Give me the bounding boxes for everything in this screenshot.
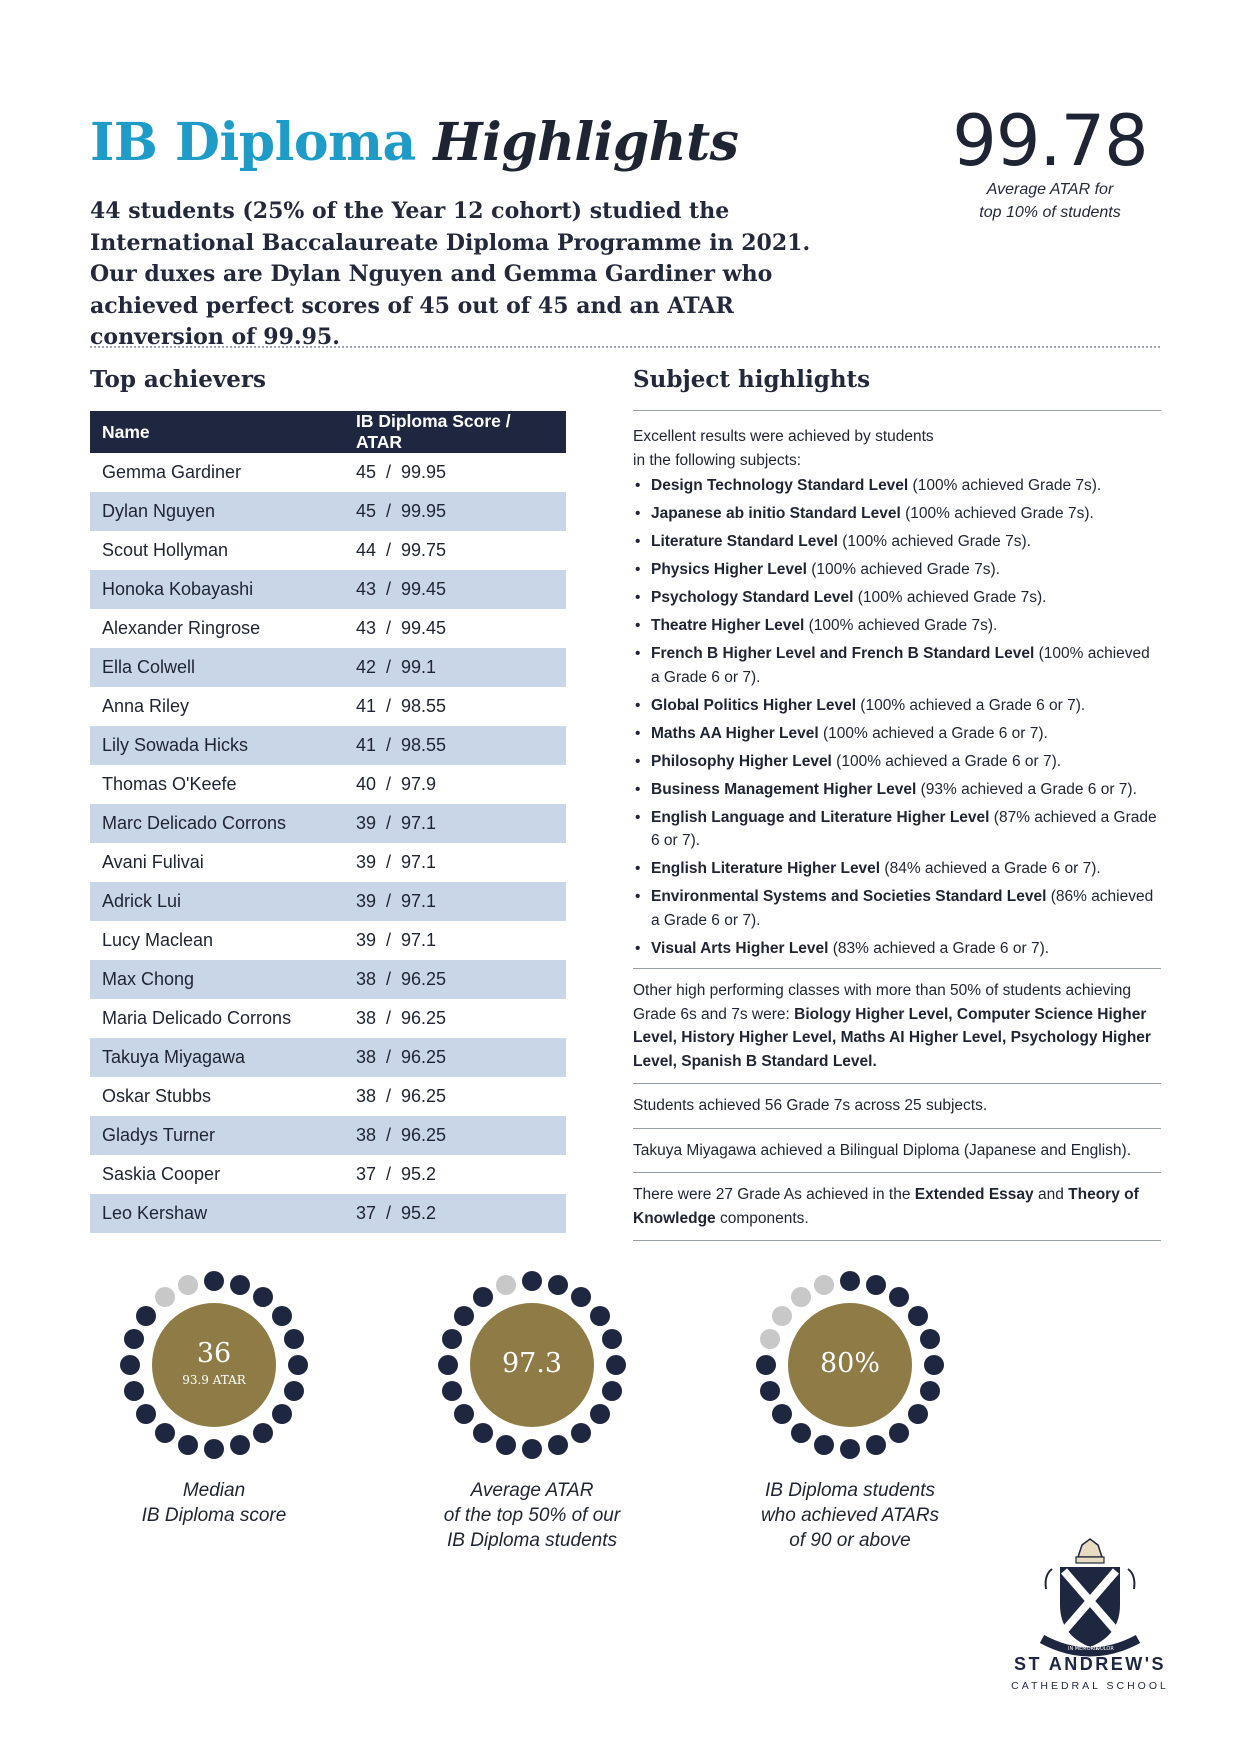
ring-dot-filled	[230, 1435, 250, 1455]
ring-dot-filled	[866, 1435, 886, 1455]
top-achievers-heading: Top achievers	[90, 366, 266, 393]
subject-name: Maths AA Higher Level	[651, 724, 819, 742]
ring-dot-empty	[814, 1275, 834, 1295]
ring-value: 80%	[819, 1348, 880, 1379]
ring-dot-filled	[791, 1423, 811, 1443]
ring-dot-filled	[571, 1287, 591, 1307]
caption-line: who achieved ATARs	[760, 1505, 940, 1526]
ring-dot-filled	[454, 1306, 474, 1326]
subject-result: (87% achieved a Grade 6 or 7).	[651, 808, 1157, 849]
subject-result: (93% achieved a Grade 6 or 7).	[916, 780, 1137, 798]
subject-result: (84% achieved a Grade 6 or 7).	[880, 860, 1101, 877]
ring-dot-filled	[889, 1423, 909, 1443]
subject-name: Theatre Higher Level	[651, 617, 805, 634]
ring-dot-filled	[496, 1435, 516, 1455]
achiever-score: 45 / 99.95	[344, 453, 566, 492]
list-item	[633, 502, 1161, 526]
achiever-name: Gladys Turner	[90, 1116, 344, 1155]
column-header-score: IB Diploma Score / ATAR	[344, 411, 566, 453]
table-row	[90, 1194, 566, 1233]
ring-dot-empty	[496, 1275, 516, 1295]
ring-dot-filled	[136, 1404, 156, 1424]
subject-result: (100% achieved a Grade 6 or 7).	[856, 696, 1086, 714]
ring-dot-filled	[772, 1404, 792, 1424]
table-row	[90, 609, 566, 648]
grade-as-text-1: There were 27 Grade As achieved in the	[633, 1186, 915, 1203]
table-row	[90, 453, 566, 492]
list-item	[633, 694, 1161, 718]
table-row	[90, 1116, 566, 1155]
grade-as-tok: Theory of Knowledge	[633, 1186, 1139, 1227]
table-row	[90, 570, 566, 609]
grade-as-text-2: and	[1033, 1186, 1069, 1203]
achievers-body	[90, 453, 566, 1233]
achiever-score: 39 / 97.1	[344, 882, 566, 921]
ring-core	[788, 1303, 912, 1427]
table-row	[90, 804, 566, 843]
table-row	[90, 999, 566, 1038]
ring-dot-filled	[124, 1329, 144, 1349]
table-row	[90, 531, 566, 570]
big-stat-caption	[930, 178, 1170, 224]
achiever-score: 37 / 95.2	[344, 1194, 566, 1233]
achiever-score: 38 / 96.25	[344, 960, 566, 999]
ring-dot-filled	[522, 1271, 542, 1291]
ring-dot-filled	[571, 1423, 591, 1443]
subject-name: Literature Standard Level	[651, 533, 838, 550]
intro-paragraph: 44 students (25% of the Year 12 cohort) studied the International Baccalaureate Diploma Programme in 2021. Our duxes are Dylan Nguyen and Gemma Gardiner who achieved perfect scores of 45 out of 45 and an ATAR conversion of 99.95.	[90, 198, 811, 350]
ring-dot-filled	[920, 1381, 940, 1401]
achiever-score: 43 / 99.45	[344, 609, 566, 648]
subject-highlights-heading: Subject highlights	[633, 366, 871, 393]
crest-motto-left: IN MEMORIA	[1068, 1646, 1099, 1652]
achiever-name: Scout Hollyman	[90, 531, 344, 570]
subjects-lead-line2: in the following subjects:	[633, 451, 802, 469]
atar-90-ring	[755, 1270, 945, 1460]
ring-dot-filled	[438, 1355, 458, 1375]
subject-result: (100% achieved a Grade 6 or 7).	[831, 752, 1062, 770]
ring-dot-filled	[590, 1404, 610, 1424]
subject-name: Physics Higher Level	[651, 561, 807, 578]
table-row	[90, 1155, 566, 1194]
subjects-divider	[633, 410, 1161, 411]
ring-dot-filled	[124, 1381, 144, 1401]
ring-dot-empty	[772, 1306, 792, 1326]
average-atar-caption	[402, 1478, 662, 1553]
subject-list	[633, 474, 1161, 960]
list-item	[633, 586, 1161, 610]
subject-result: (100% achieved Grade 7s).	[853, 589, 1047, 606]
ring-dot-filled	[284, 1329, 304, 1349]
ring-dot-empty	[155, 1287, 175, 1307]
ring-dot-filled	[284, 1381, 304, 1401]
crest-motto-right: DOLOR	[1096, 1646, 1114, 1652]
ring-dot-filled	[908, 1404, 928, 1424]
ring-dot-filled	[924, 1355, 944, 1375]
ring-dot-filled	[272, 1306, 292, 1326]
achiever-score: 37 / 95.2	[344, 1155, 566, 1194]
ring-dot-empty	[791, 1287, 811, 1307]
subject-name: Philosophy Higher Level	[651, 752, 832, 770]
subject-result: (100% achieved Grade 7s).	[900, 505, 1094, 522]
ring-dot-filled	[908, 1306, 928, 1326]
table-row	[90, 843, 566, 882]
ring-dot-empty	[178, 1275, 198, 1295]
bilingual-text: Takuya Miyagawa achieved a Bilingual Diploma (Japanese and English).	[633, 1141, 1132, 1159]
ring-dot-filled	[253, 1287, 273, 1307]
achiever-name: Ella Colwell	[90, 648, 344, 687]
table-row	[90, 765, 566, 804]
table-row	[90, 921, 566, 960]
subject-name: Global Politics Higher Level	[651, 696, 856, 714]
achiever-score: 40 / 97.9	[344, 765, 566, 804]
achiever-name: Max Chong	[90, 960, 344, 999]
subject-name: French B Higher Level and French B Standard Level	[651, 645, 1035, 662]
list-item	[633, 722, 1161, 746]
subject-result: (100% achieved Grade 7s).	[804, 617, 998, 634]
ring-dot-filled	[602, 1329, 622, 1349]
school-subtitle: CATHEDRAL SCHOOL	[1011, 1680, 1169, 1692]
caption-line: IB Diploma score	[141, 1505, 287, 1526]
ring-dot-filled	[606, 1355, 626, 1375]
ring-value: 97.3	[501, 1348, 563, 1379]
ring-dot-filled	[230, 1275, 250, 1295]
ring-dot-filled	[590, 1306, 610, 1326]
table-row	[90, 726, 566, 765]
achiever-score: 41 / 98.55	[344, 687, 566, 726]
title-part-highlights: Highlights	[433, 112, 739, 173]
table-row	[90, 1038, 566, 1077]
ring-dot-filled	[548, 1435, 568, 1455]
achievers-table	[90, 411, 566, 1233]
ring-dot-filled	[272, 1404, 292, 1424]
achiever-name: Maria Delicado Corrons	[90, 999, 344, 1038]
achiever-score: 39 / 97.1	[344, 921, 566, 960]
ring-dot-filled	[204, 1439, 224, 1459]
column-header-name: Name	[90, 411, 344, 453]
list-item	[633, 857, 1161, 881]
achiever-name: Avani Fulivai	[90, 843, 344, 882]
achiever-score: 43 / 99.45	[344, 570, 566, 609]
ring-dot-filled	[920, 1329, 940, 1349]
table-row	[90, 687, 566, 726]
median-score-ring	[119, 1270, 309, 1460]
table-row	[90, 648, 566, 687]
caption-line: of 90 or above	[789, 1530, 911, 1551]
subjects-lead	[633, 425, 1161, 472]
bilingual-block	[633, 1128, 1161, 1173]
list-item	[633, 474, 1161, 498]
ring-dot-filled	[889, 1287, 909, 1307]
caption-line: of the top 50% of our	[443, 1505, 621, 1526]
big-stat-caption-line1: Average ATAR for	[986, 181, 1114, 198]
atar-90-caption	[720, 1478, 980, 1553]
achiever-score: 38 / 96.25	[344, 1116, 566, 1155]
subject-result: (86% achieved a Grade 6 or 7).	[651, 888, 1154, 929]
ring-dot-filled	[473, 1423, 493, 1443]
list-item	[633, 885, 1161, 932]
ring-sub: 93.9 ATAR	[182, 1373, 246, 1387]
list-item	[633, 750, 1161, 774]
other-classes-block	[633, 968, 1161, 1083]
achiever-score: 44 / 99.75	[344, 531, 566, 570]
subjects-lead-line1: Excellent results were achieved by students	[633, 428, 934, 445]
other-classes-list: Biology Higher Level, Computer Science Higher Level, History Higher Level, Maths AI Higher Level, Psychology Higher Level, Spanish B Standard Level.	[633, 1005, 1151, 1070]
big-stat-value: 99.78	[952, 100, 1148, 182]
ring-core	[152, 1303, 276, 1427]
ring-dot-filled	[454, 1404, 474, 1424]
list-item	[633, 614, 1161, 638]
list-item	[633, 937, 1161, 961]
ring-dot-filled	[120, 1355, 140, 1375]
table-row	[90, 882, 566, 921]
caption-line: Median	[182, 1480, 246, 1501]
caption-line: IB Diploma students	[764, 1480, 936, 1501]
ring-dot-filled	[204, 1271, 224, 1291]
achiever-name: Marc Delicado Corrons	[90, 804, 344, 843]
median-caption	[84, 1478, 344, 1528]
subject-name: Japanese ab initio Standard Level	[651, 505, 901, 522]
ring-dot-filled	[522, 1439, 542, 1459]
dotted-divider	[90, 346, 1160, 348]
achiever-score: 41 / 98.55	[344, 726, 566, 765]
subject-name: English Literature Higher Level	[651, 860, 881, 877]
subject-result: (100% achieved a Grade 6 or 7).	[651, 645, 1150, 686]
achiever-name: Thomas O'Keefe	[90, 765, 344, 804]
achiever-score: 38 / 96.25	[344, 1077, 566, 1116]
ring-dot-filled	[866, 1275, 886, 1295]
school-name: ST ANDREW'S	[1013, 1654, 1167, 1674]
achiever-score: 45 / 99.95	[344, 492, 566, 531]
subject-result: (100% achieved Grade 7s).	[837, 533, 1031, 550]
subject-name: Psychology Standard Level	[651, 589, 854, 606]
achiever-name: Leo Kershaw	[90, 1194, 344, 1233]
subject-name: Design Technology Standard Level	[651, 477, 909, 494]
list-item	[633, 642, 1161, 689]
average-atar-ring	[437, 1270, 627, 1460]
achiever-score: 39 / 97.1	[344, 843, 566, 882]
ring-dot-filled	[442, 1381, 462, 1401]
caption-line: IB Diploma students	[446, 1530, 618, 1551]
subject-result: (100% achieved a Grade 6 or 7).	[818, 724, 1048, 742]
table-row	[90, 1077, 566, 1116]
achiever-score: 39 / 97.1	[344, 804, 566, 843]
grade7s-text: Students achieved 56 Grade 7s across 25 subjects.	[633, 1097, 988, 1114]
achiever-name: Honoka Kobayashi	[90, 570, 344, 609]
ring-dot-filled	[155, 1423, 175, 1443]
ring-dot-filled	[602, 1381, 622, 1401]
subject-name: English Language and Literature Higher Level	[651, 808, 990, 826]
grade-as-block	[633, 1172, 1161, 1241]
achiever-name: Gemma Gardiner	[90, 453, 344, 492]
page-title	[90, 112, 738, 173]
achiever-name: Dylan Nguyen	[90, 492, 344, 531]
ring-dot-filled	[756, 1355, 776, 1375]
title-part-ib: IB Diploma	[90, 112, 416, 173]
achiever-score: 38 / 96.25	[344, 999, 566, 1038]
list-item	[633, 778, 1161, 802]
ring-dot-filled	[840, 1439, 860, 1459]
ring-dot-filled	[840, 1271, 860, 1291]
grade7s-block	[633, 1083, 1161, 1128]
list-item	[633, 806, 1161, 853]
table-row	[90, 960, 566, 999]
subject-result: (83% achieved a Grade 6 or 7).	[828, 939, 1050, 957]
list-item	[633, 530, 1161, 554]
achiever-name: Takuya Miyagawa	[90, 1038, 344, 1077]
ring-value: 36	[196, 1338, 232, 1369]
achiever-name: Anna Riley	[90, 687, 344, 726]
achiever-name: Adrick Lui	[90, 882, 344, 921]
table-header-row	[90, 411, 566, 453]
ring-dot-filled	[136, 1306, 156, 1326]
ring-dot-filled	[473, 1287, 493, 1307]
ring-dot-filled	[548, 1275, 568, 1295]
ring-dot-filled	[442, 1329, 462, 1349]
subject-result: (100% achieved Grade 7s).	[806, 561, 1000, 578]
achiever-score: 42 / 99.1	[344, 648, 566, 687]
ring-dot-filled	[760, 1381, 780, 1401]
achiever-score: 38 / 96.25	[344, 1038, 566, 1077]
ring-dot-filled	[288, 1355, 308, 1375]
other-classes-text: Other high performing classes with more than 50% of students achieving Grade 6s and 7s were:	[633, 982, 1131, 1023]
ring-dot-empty	[760, 1329, 780, 1349]
big-stat	[930, 98, 1170, 224]
grade-as-text-3: components.	[715, 1209, 809, 1227]
achiever-name: Saskia Cooper	[90, 1155, 344, 1194]
achiever-name: Alexander Ringrose	[90, 609, 344, 648]
subject-name: Visual Arts Higher Level	[651, 939, 829, 957]
subject-name: Business Management Higher Level	[651, 780, 917, 798]
achiever-name: Lucy Maclean	[90, 921, 344, 960]
achiever-name: Lily Sowada Hicks	[90, 726, 344, 765]
subject-result: (100% achieved Grade 7s).	[908, 477, 1102, 494]
achiever-name: Oskar Stubbs	[90, 1077, 344, 1116]
grade-as-extended-essay: Extended Essay	[914, 1186, 1034, 1203]
subject-highlights	[633, 425, 1161, 1241]
big-stat-caption-line2: top 10% of students	[979, 204, 1121, 221]
table-row	[90, 492, 566, 531]
subject-name: Environmental Systems and Societies Standard Level	[651, 888, 1047, 905]
ring-dot-filled	[253, 1423, 273, 1443]
ring-core	[470, 1303, 594, 1427]
caption-line: Average ATAR	[470, 1480, 594, 1501]
ring-dot-filled	[814, 1435, 834, 1455]
list-item	[633, 558, 1161, 582]
ring-dot-filled	[178, 1435, 198, 1455]
